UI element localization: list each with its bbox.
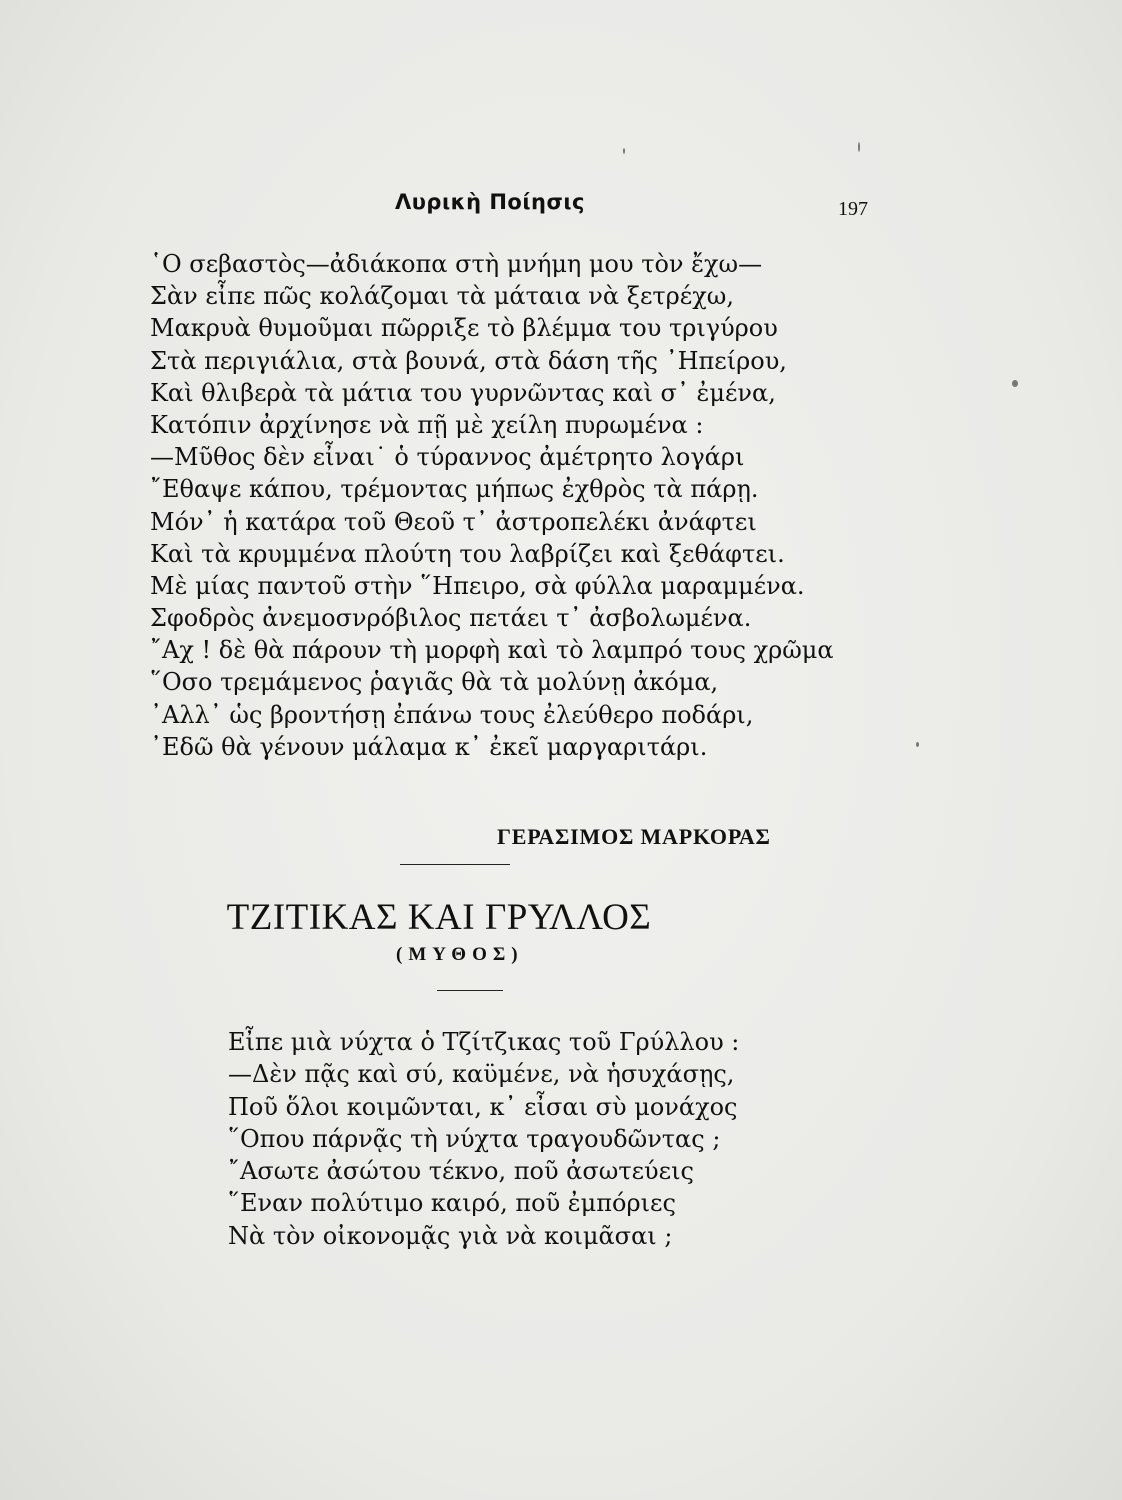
- poem-author: ΓΕΡΑΣΙΜΟΣ ΜΑΡΚΟΡΑΣ: [497, 824, 771, 849]
- poem-line: ῞Οσο τρεμάμενος ῥαγιᾶς θὰ τὰ μολύνῃ ἀκόμα,: [150, 668, 719, 697]
- poem-line: Καὶ τὰ κρυμμένα πλούτη του λαβρίζει καὶ ξεθάφτει.: [150, 539, 785, 568]
- poem-line: ῞Εναν πολύτιμο καιρό, ποῦ ἐμπόριες: [228, 1189, 676, 1218]
- poem-line: ῞Οπου πάρνᾷς τὴ νύχτα τραγουδῶντας ;: [228, 1124, 721, 1153]
- paper-speck: [858, 142, 860, 152]
- poem-line: Σὰν εἶπε πῶς κολάζομαι τὰ μάταια νὰ ξετρέχω,: [150, 282, 734, 311]
- page-number: 197: [838, 198, 868, 220]
- poem-line: Σφοδρὸς ἀνεμοσνρόβιλος πετάει τ᾿ ἀσβολωμένα.: [150, 604, 752, 633]
- poem-line: Στὰ περιγιάλια, στὰ βουνά, στὰ δάση τῆς ᾿Ηπείρου,: [150, 346, 787, 375]
- poem-line: ῾Ο σεβαστὸς—ἀδιάκοπα στὴ μνήμη μου τὸν ἔχω—: [150, 250, 763, 278]
- poem-line: —Μῦθος δὲν εἶναι˙ ὁ τύραννος ἀμέτρητο λογάρι: [150, 443, 745, 472]
- poem-line: Κατόπιν ἀρχίνησε νὰ πῇ μὲ χείλη πυρωμένα :: [150, 410, 704, 439]
- poem-line: ᾿Αλλ᾿ ὡς βροντήσῃ ἐπάνω τους ἐλεύθερο ποδάρι,: [150, 700, 754, 729]
- poem-line: —Δὲν πᾷς καὶ σύ, καϋμένε, νὰ ἡσυχάσῃς,: [228, 1060, 735, 1089]
- poem-line: ᾿Εδῶ θὰ γένουν μάλαμα κ᾿ ἐκεῖ μαργαριτάρι.: [150, 732, 708, 761]
- poem-line: ῎Αχ ! δὲ θὰ πάρουν τὴ μορφὴ καὶ τὸ λαμπρό τους χρῶμα: [150, 636, 834, 665]
- paper-speck: [1012, 380, 1018, 387]
- poem-line: ῎Ασωτε ἀσώτου τέκνο, ποῦ ἀσωτεύεις: [228, 1157, 694, 1186]
- title-divider: [437, 990, 503, 991]
- poem-line: Καὶ θλιβερὰ τὰ μάτια του γυρνῶντας καὶ σ᾿ ἐμένα,: [150, 378, 776, 407]
- running-head: Λυρικὴ Ποίησις: [395, 190, 585, 214]
- poem-line: Μὲ μίας παντοῦ στὴν ῞Ηπειρο, σὰ φύλλα μαραμμένα.: [150, 571, 805, 600]
- paper-speck: [916, 742, 919, 747]
- poem-subtitle: (ΜΥΘΟΣ): [396, 944, 524, 965]
- poem-line: Μακρυὰ θυμοῦμαι πῶρριξε τὸ βλέμμα του τριγύρου: [150, 314, 778, 343]
- paper-speck: [623, 148, 625, 154]
- poem-line: ῎Εθαψε κάπου, τρέμοντας μήπως ἐχθρὸς τὰ πάρῃ.: [150, 475, 759, 504]
- poem-line: Ποῦ ὅλοι κοιμῶνται, κ᾿ εἶσαι σὺ μονάχος: [228, 1092, 738, 1121]
- poem-tzitzikas: [228, 1026, 788, 1252]
- section-divider: [400, 864, 510, 865]
- poem-line: Μόν᾿ ἡ κατάρα τοῦ Θεοῦ τ᾿ ἀστροπελέκι ἀνάφτει: [150, 507, 757, 536]
- poem-title: [0, 896, 1122, 939]
- poem-line: Εἶπε μιὰ νύχτα ὁ Τζίτζικας τοῦ Γρύλλου :: [228, 1028, 740, 1056]
- poem-line: Νὰ τὸν οἰκονομᾷς γιὰ νὰ κοιμᾶσαι ;: [228, 1221, 673, 1250]
- poem-title-text: ΤΖΙΤΙΚΑΣ ΚΑΙ ΓΡΥΛΛΟΣ: [226, 897, 652, 938]
- poem-markoras: [150, 248, 850, 763]
